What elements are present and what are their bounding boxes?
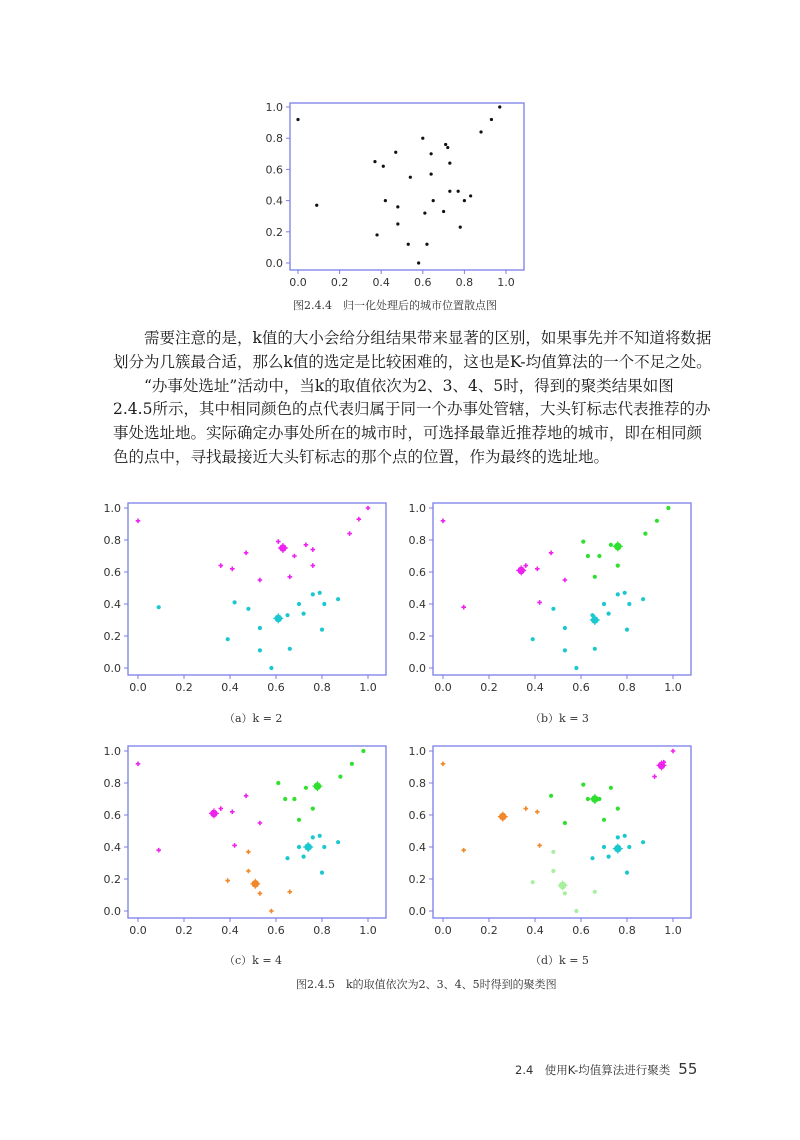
data-point [304,786,308,790]
data-point [593,647,597,651]
data-point [459,226,462,229]
data-point [396,205,399,208]
y-tick-label: 0.8 [408,777,426,790]
pushpin-icon [613,541,623,551]
data-point [602,845,606,849]
data-point [357,517,362,522]
data-point [581,783,585,787]
data-point [311,592,315,596]
data-point [441,762,446,767]
figure-2-4-5-caption: 图2.4.5 k的取值依次为2、3、4、5时得到的聚类图 [296,978,557,991]
page-footer [515,1060,697,1078]
page-number: 55 [678,1060,698,1078]
data-point [537,600,542,605]
data-point [258,578,263,583]
subcaption-k3: （b）k = 3 [530,712,589,725]
pushpin-icon [209,808,219,818]
data-point [537,843,542,848]
y-tick-label: 1.0 [265,101,283,114]
data-point [597,554,601,558]
data-point [258,626,262,630]
subcaption-k5: （d）k = 5 [530,954,589,967]
y-tick-label: 0.6 [408,809,426,822]
data-point [574,909,578,913]
data-point [446,146,449,149]
data-point [396,222,399,225]
data-point [641,597,645,601]
data-point [336,597,340,601]
y-tick-label: 0.2 [103,873,121,886]
y-tick-label: 0.4 [408,598,426,611]
data-point [156,848,161,853]
data-point [382,165,385,168]
data-point [616,835,620,839]
pushpin-icon [558,880,568,890]
y-tick-label: 0.2 [408,873,426,886]
data-point [276,539,281,544]
data-point [531,637,535,641]
data-point [551,850,555,854]
data-point [586,554,590,558]
x-tick-label: 0.6 [572,924,590,937]
data-point [461,605,466,610]
paragraph-2: “办事处选址”活动中，当k的取值依次为2、3、4、5时，得到的聚类结果如图2.4.5所示，其中相同颜色的点代表归属于同一个办事处管辖，大头钉标志代表推荐的办事处选址地。实际确定办事处所在的城市时，可选择最靠近推荐地的城市，即在相同颜色的点中，寻找最接近大头钉标志的那个点的位置，作为最终的选址地。 [113,376,711,466]
cluster-plot-k4 [100,738,390,938]
data-point [311,807,315,811]
x-tick-label: 0.0 [434,924,452,937]
data-point [479,130,482,133]
data-point [230,567,235,572]
data-point [535,810,540,815]
data-point [551,607,555,611]
data-point [320,628,324,632]
y-tick-label: 0.4 [408,841,426,854]
y-tick-label: 0.8 [103,777,121,790]
data-point [625,628,629,632]
y-tick-label: 0.6 [103,566,121,579]
data-point [551,869,555,873]
y-tick-label: 0.4 [103,841,121,854]
x-tick-label: 0.8 [618,924,636,937]
pushpin-icon [613,844,623,854]
x-tick-label: 1.0 [664,924,682,937]
data-point [269,909,274,914]
data-point [643,532,647,536]
data-point [457,190,460,193]
data-point [432,199,435,202]
data-point [157,605,161,609]
data-point [136,519,141,524]
cluster-plot-k3 [405,495,695,695]
y-tick-label: 0.2 [408,630,426,643]
x-tick-label: 0.8 [313,924,331,937]
data-point [461,848,466,853]
data-point [627,845,631,849]
data-point [244,794,249,799]
data-point [586,797,590,801]
y-tick-label: 0.4 [265,194,283,208]
data-point [219,563,224,568]
data-point [361,749,365,753]
data-point [652,774,657,779]
data-point [625,871,629,875]
data-point [318,834,322,838]
data-point [423,211,426,214]
data-point [246,850,251,855]
data-point [563,891,567,895]
data-point [258,891,263,896]
y-tick-label: 0.0 [103,905,121,918]
y-tick-label: 1.0 [408,745,426,758]
x-tick-label: 1.0 [359,924,377,937]
data-point [375,233,378,236]
data-point [297,845,301,849]
data-point [535,567,540,572]
y-tick-label: 0.6 [265,163,283,177]
subcaption-k2: （a）k = 2 [224,712,283,725]
data-point [318,591,322,595]
data-point [441,519,446,524]
x-tick-label: 1.0 [664,681,682,694]
data-point [602,602,606,606]
data-point [563,821,567,825]
data-point [655,519,659,523]
x-tick-label: 0.4 [526,681,544,694]
data-point [524,806,529,811]
x-tick-label: 0.2 [330,276,349,289]
data-point [623,591,627,595]
y-tick-label: 0.2 [103,630,121,643]
data-point [336,840,340,844]
data-point [498,105,501,108]
data-point [311,547,316,552]
data-point [616,564,620,568]
pushpin-icon [498,812,508,822]
x-tick-label: 1.0 [497,276,515,289]
data-point [244,551,249,556]
data-point [593,575,597,579]
pushpin-icon [312,781,322,791]
x-tick-label: 0.2 [175,924,193,937]
data-point [671,749,676,754]
data-point [322,845,326,849]
data-point [563,578,568,583]
data-point [296,118,299,121]
x-tick-label: 0.0 [129,924,147,937]
x-tick-label: 0.4 [221,924,239,937]
data-point [288,575,293,580]
y-tick-label: 0.8 [265,132,283,146]
x-tick-label: 0.8 [455,276,474,289]
data-point [315,204,318,207]
plot-frame [128,503,386,675]
data-point [469,194,472,197]
x-tick-label: 0.2 [175,681,193,694]
data-point [641,840,645,844]
data-point [311,563,316,568]
x-tick-label: 0.6 [267,924,285,937]
data-point [407,243,410,246]
data-point [288,647,292,651]
data-point [421,137,424,140]
data-point [302,612,306,616]
data-point [666,506,670,510]
x-tick-label: 0.6 [572,681,590,694]
y-tick-label: 0.6 [103,809,121,822]
data-point [574,666,578,670]
y-tick-label: 0.4 [103,598,121,611]
x-tick-label: 0.8 [618,681,636,694]
plot-frame [128,746,386,918]
y-tick-label: 1.0 [103,502,121,515]
data-point [442,210,445,213]
data-point [304,543,309,548]
data-point [292,554,297,559]
plot-frame [433,746,691,918]
data-point [283,797,287,801]
data-point [288,890,293,895]
data-point [609,543,613,547]
data-point [246,607,250,611]
data-point [444,143,447,146]
data-point [258,648,262,652]
data-point [347,531,352,536]
footer-section-title: 2.4 使用K-均值算法进行聚类 [515,1063,671,1077]
data-point [373,160,376,163]
data-point [297,818,301,822]
body-text [113,327,713,470]
data-point [609,786,613,790]
data-point [285,613,289,617]
x-tick-label: 0.2 [480,681,498,694]
data-point [297,602,301,606]
x-tick-label: 1.0 [359,681,377,694]
y-tick-label: 1.0 [408,502,426,515]
plot-frame [433,503,691,675]
data-point [430,152,433,155]
data-point [593,890,597,894]
data-point [563,648,567,652]
data-point [320,871,324,875]
y-tick-label: 0.6 [408,566,426,579]
y-tick-label: 0.0 [408,662,426,675]
data-point [302,855,306,859]
x-tick-label: 0.4 [372,276,390,289]
data-point [448,190,451,193]
scatter-normalized-cities [262,95,537,295]
data-point [627,602,631,606]
x-tick-label: 0.2 [480,924,498,937]
subcaption-k4: （c）k = 4 [224,954,283,967]
data-point [602,818,606,822]
x-tick-label: 0.6 [267,681,285,694]
y-tick-label: 0.0 [408,905,426,918]
data-point [232,843,237,848]
pushpin-icon [516,565,526,575]
data-point [607,855,611,859]
pushpin-icon [273,613,283,623]
data-point [394,151,397,154]
data-point [258,821,263,826]
y-tick-label: 0.0 [265,257,283,270]
data-point [581,540,585,544]
data-point [531,880,535,884]
data-point [322,602,326,606]
x-tick-label: 0.0 [434,681,452,694]
data-point [225,878,230,883]
data-point [219,806,224,811]
data-point [549,794,553,798]
data-point [285,856,289,860]
y-tick-label: 0.8 [408,534,426,547]
y-tick-label: 0.8 [103,534,121,547]
data-point [607,612,611,616]
data-point [448,162,451,165]
y-tick-label: 1.0 [103,745,121,758]
pushpin-icon [303,842,313,852]
x-tick-label: 0.0 [129,681,147,694]
x-tick-label: 0.4 [526,924,544,937]
data-point [490,118,493,121]
data-point [616,807,620,811]
data-point [524,563,529,568]
data-point [246,869,251,874]
data-point [366,506,371,511]
data-point [616,592,620,596]
x-tick-label: 0.4 [221,681,239,694]
data-point [276,781,280,785]
data-point [549,551,554,556]
pushpin-icon [278,543,288,553]
y-tick-label: 0.0 [103,662,121,675]
data-point [338,775,342,779]
data-point [311,835,315,839]
data-point [230,810,235,815]
y-tick-label: 0.2 [265,225,283,239]
figure-2-4-4-caption: 图2.4.4 归一化处理后的城市位置散点图 [293,299,497,312]
data-point [350,762,354,766]
data-point [590,856,594,860]
data-point [226,637,230,641]
cluster-plot-k5 [405,738,695,938]
pushpin-icon [250,879,260,889]
data-point [136,762,141,767]
x-tick-label: 0.0 [289,276,307,289]
data-point [463,199,466,202]
data-point [233,600,237,604]
paragraph-1: 需要注意的是，k值的大小会给分组结果带来显著的区别，如果事先并不知道将数据划分为几簇最合适，那么k值的选定是比较困难的，这也是K-均值算法的一个不足之处。 [113,329,712,371]
data-point [269,666,273,670]
data-point [409,176,412,179]
x-tick-label: 0.6 [414,276,432,289]
pushpin-icon [590,794,600,804]
cluster-plot-k2 [100,495,390,695]
data-point [430,172,433,175]
data-point [563,626,567,630]
data-point [384,199,387,202]
x-tick-label: 0.8 [313,681,331,694]
data-point [425,243,428,246]
data-point [417,261,420,264]
data-point [623,834,627,838]
data-point [292,797,296,801]
